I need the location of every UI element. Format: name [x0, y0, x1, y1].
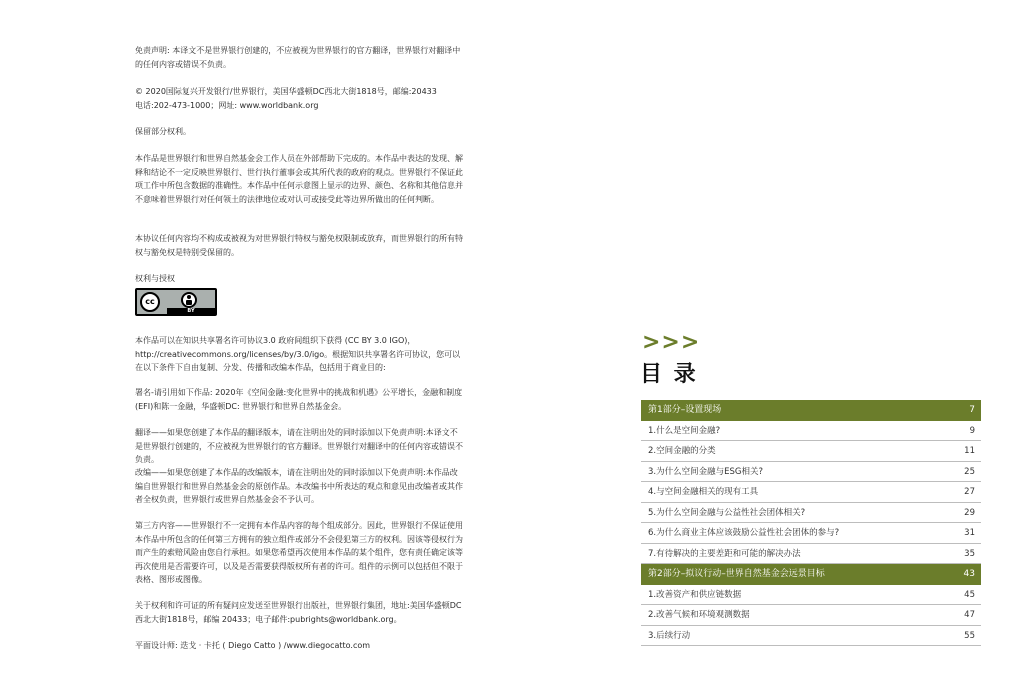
- toc-page-number: 7: [969, 405, 975, 415]
- cc-by-license-badge: [135, 288, 217, 316]
- translation-disclaimer: 免责声明: 本译文不是世界银行创建的，不应被视为世界银行的官方翻译，世界银行对翻译中的任何内容或错误不负责。: [135, 46, 461, 69]
- toc-page-number: 55: [964, 630, 975, 641]
- toc-page-number: 45: [964, 589, 975, 600]
- toc-entry-row[interactable]: [641, 605, 981, 626]
- paragraph-rights-inquiries: 关于权利和许可证的所有疑问应发送至世界银行出版社，世界银行集团，地址:美国华盛顿DC西北大街1818号，邮编 20433；电子邮件:pubrights@worldbank.org。: [135, 601, 462, 624]
- toc-page-number: 35: [964, 548, 975, 559]
- rights-reserved: 保留部分权利。: [135, 127, 191, 136]
- toc-page-number: 25: [964, 466, 975, 477]
- toc-page-number: 31: [964, 528, 975, 538]
- toc-entry-label: 1.改善资产和供应链数据: [648, 589, 742, 600]
- toc-entry-row[interactable]: [641, 585, 981, 606]
- toc-page-number: 9: [969, 425, 975, 436]
- toc-entry-row[interactable]: [641, 482, 981, 503]
- toc-entry-label: 3.为什么空间金融与ESG相关?: [648, 466, 763, 477]
- paragraph-findings: 本作品是世界银行和世界自然基金会工作人员在外部帮助下完成的。本作品中表达的发现、解释和结论不一定反映世界银行、世行执行董事会或其所代表的政府的观点。世界银行不保证此项工作中所包含数据的准确性。本作品中任何示意图上显示的边界、颜色、名称和其他信息并不意味着世界银行对任何领土的法律地位或对认可或接受此等边界所做出的任何判断。: [135, 154, 463, 204]
- toc-entry-label: 6.为什么商业主体应该鼓励公益性社会团体的参与?: [648, 528, 840, 538]
- attribution-panel: [167, 290, 215, 314]
- toc-entry-row[interactable]: [641, 523, 981, 544]
- cc-icon: cc: [140, 292, 160, 312]
- toc-entry-row[interactable]: [641, 544, 981, 565]
- toc-entry-label: 7.有待解决的主要差距和可能的解决办法: [648, 548, 801, 559]
- toc-entry-label: 第1部分–设置现场: [648, 405, 722, 415]
- toc-entry-row[interactable]: [641, 441, 981, 462]
- toc-entry-label: 2.空间金融的分类: [648, 446, 716, 456]
- attribution-person-icon: [181, 292, 197, 308]
- by-label: BY: [167, 308, 215, 315]
- toc-entry-label: 1.什么是空间金融?: [648, 425, 721, 436]
- toc-entry-row[interactable]: [641, 503, 981, 524]
- chevron-decoration-icon: >>>: [642, 330, 701, 355]
- paragraph-adaptation: 改编——如果您创建了本作品的改编版本，请在注明出处的同时添加以下免责声明:本作品改编自世界银行和世界自然基金会的原创作品。本改编书中所表达的观点和意见由改编者或其作者全权负责，世界银行或世界自然基金会不予认可。: [135, 468, 463, 505]
- toc-page-number: 11: [964, 446, 975, 456]
- toc-entry-label: 第2部分–拟议行动–世界自然基金会远景目标: [648, 569, 825, 579]
- toc-page-number: 47: [964, 610, 975, 620]
- design-credit: 平面设计师: 迭戈 · 卡托 ( Diego Catto ) /www.diegocatto.com: [135, 641, 371, 650]
- toc-title: 目 录: [640, 362, 698, 387]
- toc-entry-label: 3.后续行动: [648, 630, 691, 641]
- toc-section-row[interactable]: [641, 564, 981, 585]
- paragraph-license: 本作品可以在知识共享署名许可协议3.0 政府间组织下获得 (CC BY 3.0 IGO)，http://creativecommons.org/licenses/by/3.0/igo。根据知识共享署名许可协议，您可以在以下条件下自由复制、分发、传播和改编本作品，包括用于商业目的:: [135, 336, 461, 373]
- paragraph-third-party: 第三方内容——世界银行不一定拥有本作品内容的每个组成部分。因此，世界银行不保证使用本作品中所包含的任何第三方拥有的独立组件或部分不会侵犯第三方的权利。因该等侵权行为而产生的索赔风险由您自行承担。如果您希望再次使用本作品的某个组件，您有责任确定该等再次使用是否需要许可，以及是否需要获得版权所有者的许可。组件的示例可以包括但不限于表格、图形或图像。: [135, 521, 463, 585]
- paragraph-translation: 翻译——如果您创建了本作品的翻译版本，请在注明出处的同时添加以下免责声明:本译文不是世界银行创建的，不应被视为世界银行的官方翻译。世界银行对翻译中的任何内容或错误不负责。: [135, 428, 463, 465]
- toc-entry-row[interactable]: [641, 626, 981, 647]
- toc-entry-row[interactable]: [641, 462, 981, 483]
- toc-page-number: 43: [963, 569, 975, 579]
- paragraph-attribution: 署名-请引用如下作品: 2020年《空间金融:变化世界中的挑战和机遇》公平增长，金融和制度(EFI)和陈一金融，华盛顿DC: 世界银行和世界自然基金会。: [135, 388, 463, 411]
- toc-page-number: 27: [964, 487, 975, 497]
- paragraph-privileges: 本协议任何内容均不构成或被视为对世界银行特权与豁免权限制或放弃，而世界银行的所有特权与豁免权是特别受保留的。: [135, 234, 463, 257]
- toc-section-row[interactable]: [641, 400, 981, 421]
- copyright-line: © 2020国际复兴开发银行/世界银行，美国华盛顿DC西北大街1818号，邮编:20433: [135, 87, 437, 96]
- toc-entry-label: 5.为什么空间金融与公益性社会团体相关?: [648, 507, 806, 518]
- toc-page-number: 29: [964, 507, 975, 518]
- contact-line: 电话:202-473-1000；网址: www.worldbank.org: [135, 101, 319, 110]
- license-heading: 权利与授权: [135, 274, 175, 283]
- table-of-contents: [641, 400, 981, 646]
- toc-entry-label: 4.与空间金融相关的现有工具: [648, 487, 759, 497]
- toc-entry-label: 2.改善气候和环境观测数据: [648, 610, 750, 620]
- toc-entry-row[interactable]: [641, 421, 981, 442]
